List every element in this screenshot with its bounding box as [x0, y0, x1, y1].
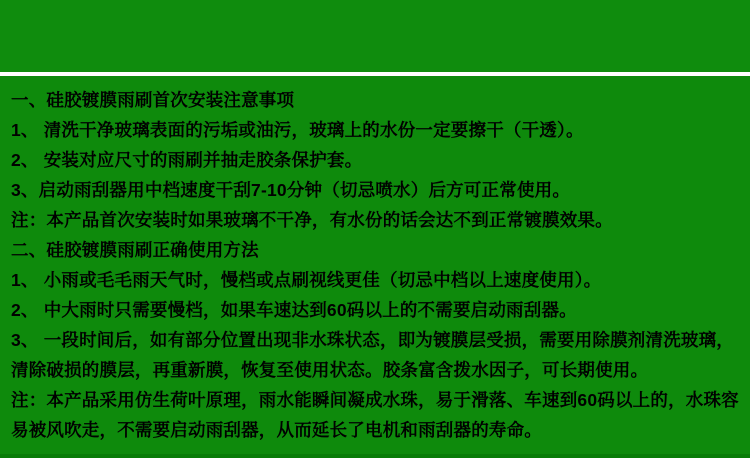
section1-item-2: 2、 安装对应尺寸的雨刷并抽走胶条保护套。: [11, 150, 363, 170]
notice-text-block: [11, 85, 749, 445]
section1-note: 注：本产品首次安装时如果玻璃不干净，有水份的话会达不到正常镀膜效果。: [11, 210, 613, 230]
section2-item-3-b: 清除破损的膜层，再重新膜，恢复至使用状态。胶条富含拨水因子，可长期使用。: [11, 360, 649, 380]
white-divider-line: [0, 72, 750, 76]
section1-heading: 一、硅胶镀膜雨刷首次安装注意事项: [11, 90, 295, 110]
section2-item-2: 2、 中大雨时只需要慢档，如果车速达到60码以上的不需要启动雨刮器。: [11, 300, 577, 320]
section2-item-3-a: 3、 一段时间后，如有部分位置出现非水珠状态，即为镀膜层受损，需要用除膜剂清洗玻璃，: [11, 330, 734, 350]
section2-heading: 二、硅胶镀膜雨刷正确使用方法: [11, 240, 259, 260]
section2-item-1: 1、 小雨或毛毛雨天气时，慢档或点刷视线更佳（切忌中档以上速度使用）。: [11, 270, 602, 290]
top-green-band: [0, 0, 750, 72]
section2-note-b: 易被风吹走，不需要启动雨刮器，从而延长了电机和雨刮器的寿命。: [11, 420, 542, 440]
bottom-edge-strip: [0, 454, 750, 458]
section2-note-a: 注：本产品采用仿生荷叶原理，雨水能瞬间凝成水珠，易于滑落、车速到60码以上的，水珠容: [11, 390, 739, 410]
section1-item-1: 1、 清洗干净玻璃表面的污垢或油污，玻璃上的水份一定要擦干（干透）。: [11, 120, 584, 140]
section1-item-3: 3、启动雨刮器用中档速度干刮7-10分钟（切忌喷水）后方可正常使用。: [11, 180, 571, 200]
